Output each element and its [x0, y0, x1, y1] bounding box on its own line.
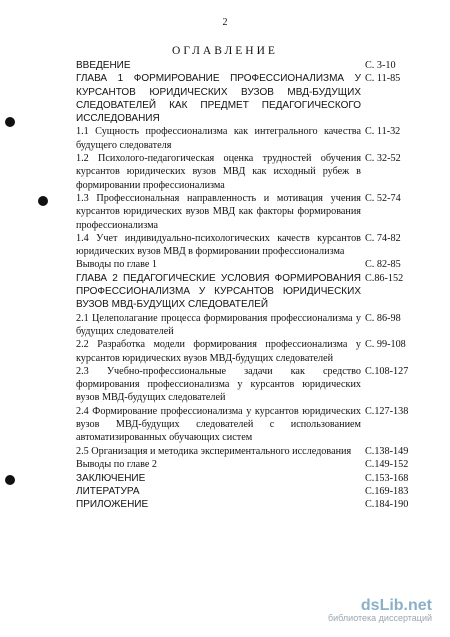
toc-entry-pages: С.86-152: [365, 272, 404, 284]
toc-entry-title: ЛИТЕРАТУРА: [76, 486, 140, 497]
table-of-contents: [76, 59, 421, 512]
page-title: ОГЛАВЛЕНИЕ: [172, 45, 278, 57]
toc-entry-title: 2.5 Организация и методика экспериментального исследования: [76, 445, 352, 457]
toc-entry-title: 1.1 Сущность профессионализма как интегрального качества будущего следователя: [76, 126, 361, 151]
toc-entry-pages: С. 99-108: [365, 339, 406, 351]
toc-entry-pages: С. 82-85: [365, 259, 401, 271]
toc-entry-title: 2.1 Целеполагание процесса формирования профессионализма у будущих следователей: [76, 312, 361, 337]
toc-entry[interactable]: [76, 445, 421, 458]
toc-entry-pages: С.153-168: [365, 472, 409, 484]
toc-entry[interactable]: [76, 365, 421, 405]
binder-hole-mark: [5, 475, 15, 485]
binder-hole-mark: [38, 196, 48, 206]
toc-entry-title: ЗАКЛЮЧЕНИЕ: [76, 472, 146, 484]
watermark-tagline: библиотека диссертаций: [327, 613, 432, 623]
toc-entry-title: 1.4 Учет индивидуально-психологических качеств курсантов юридических вузов МВД в формировании профессионализма: [76, 232, 361, 258]
watermark: [328, 597, 432, 623]
toc-entry-pages: С. 3-10: [365, 60, 396, 71]
toc-entry[interactable]: [76, 472, 421, 485]
toc-entry[interactable]: [76, 258, 421, 271]
toc-entry-title: ГЛАВА 1 ФОРМИРОВАНИЕ ПРОФЕССИОНАЛИЗМА У КУРСАНТОВ ЮРИДИЧЕСКИХ ВУЗОВ МВД-БУДУЩИХ СЛЕДОВАТЕЛЕЙ КАК ПРЕДМЕТ ПЕДАГОГИЧЕСКОГО ИССЛЕДОВАНИЯ: [76, 73, 361, 125]
toc-entry-pages: С. 52-74: [365, 192, 401, 204]
toc-entry-title: 1.3 Профессиональная направленность и мотивация учения курсантов юридических вузов МВД как факторы формирования профессионализма: [76, 192, 361, 231]
toc-entry[interactable]: [76, 125, 421, 152]
toc-entry[interactable]: [76, 272, 421, 312]
toc-entry-title: ГЛАВА 2 ПЕДАГОГИЧЕСКИЕ УСЛОВИЯ ФОРМИРОВАНИЯ ПРОФЕССИОНАЛИЗМА У КУРСАНТОВ ЮРИДИЧЕСКИХ ВУЗОВ МВД-БУДУЩИХ СЛЕДОВАТЕЛЕЙ: [76, 272, 361, 311]
toc-entry[interactable]: [76, 232, 421, 259]
toc-entry[interactable]: [76, 338, 421, 365]
toc-entry[interactable]: [76, 485, 421, 498]
toc-entry-title: 1.2 Психолого-педагогическая оценка трудностей обучения курсантов юридических вузов МВД как исходный рубеж в формировании профессионализма: [76, 153, 361, 191]
toc-entry-pages: С.149-152: [365, 459, 409, 471]
toc-entry[interactable]: [76, 59, 421, 72]
toc-entry-pages: С. 86-98: [365, 312, 401, 324]
toc-entry[interactable]: [76, 152, 421, 192]
toc-entry-pages: С.138-149: [365, 445, 409, 457]
toc-entry-title: Выводы по главе 1: [76, 259, 158, 271]
toc-entry-title: 2.3 Учебно-профессиональные задачи как средство формирования профессионализма у курсантов юридических вузов МВД-будущих следователей: [76, 365, 361, 404]
toc-entry[interactable]: [76, 405, 421, 445]
toc-entry-title: 2.2 Разработка модели формирования профессионализма у курсантов юридических вузов МВД-будущих следователей: [76, 339, 361, 364]
toc-entry[interactable]: [76, 498, 421, 511]
toc-entry-pages: С.127-138: [365, 405, 409, 417]
toc-entry-pages: С. 74-82: [365, 232, 401, 244]
toc-entry-pages: С. 11-32: [365, 126, 401, 138]
page-number: 2: [222, 17, 228, 28]
toc-entry[interactable]: [76, 72, 421, 125]
toc-entry-title: ВВЕДЕНИЕ: [76, 60, 131, 71]
toc-entry-pages: С.184-190: [365, 499, 409, 511]
toc-entry[interactable]: [76, 192, 421, 232]
watermark-logo: dsLib.net: [360, 597, 432, 614]
toc-entry[interactable]: [76, 458, 421, 471]
toc-entry-pages: С.169-183: [365, 486, 409, 497]
toc-entry-pages: С.108-127: [365, 365, 409, 377]
binder-hole-mark: [5, 117, 15, 127]
toc-entry-title: Выводы по главе 2: [76, 459, 158, 471]
toc-entry-title: 2.4 Формирование профессионализма у курсантов юридических вузов МВД-будущих следователей с использованием автоматизированных обучающих систем: [76, 405, 361, 444]
toc-entry-title: ПРИЛОЖЕНИЕ: [76, 499, 149, 511]
toc-entry-pages: С. 32-52: [365, 153, 401, 165]
toc-entry[interactable]: [76, 312, 421, 339]
toc-entry-pages: С. 11-85: [365, 73, 401, 85]
